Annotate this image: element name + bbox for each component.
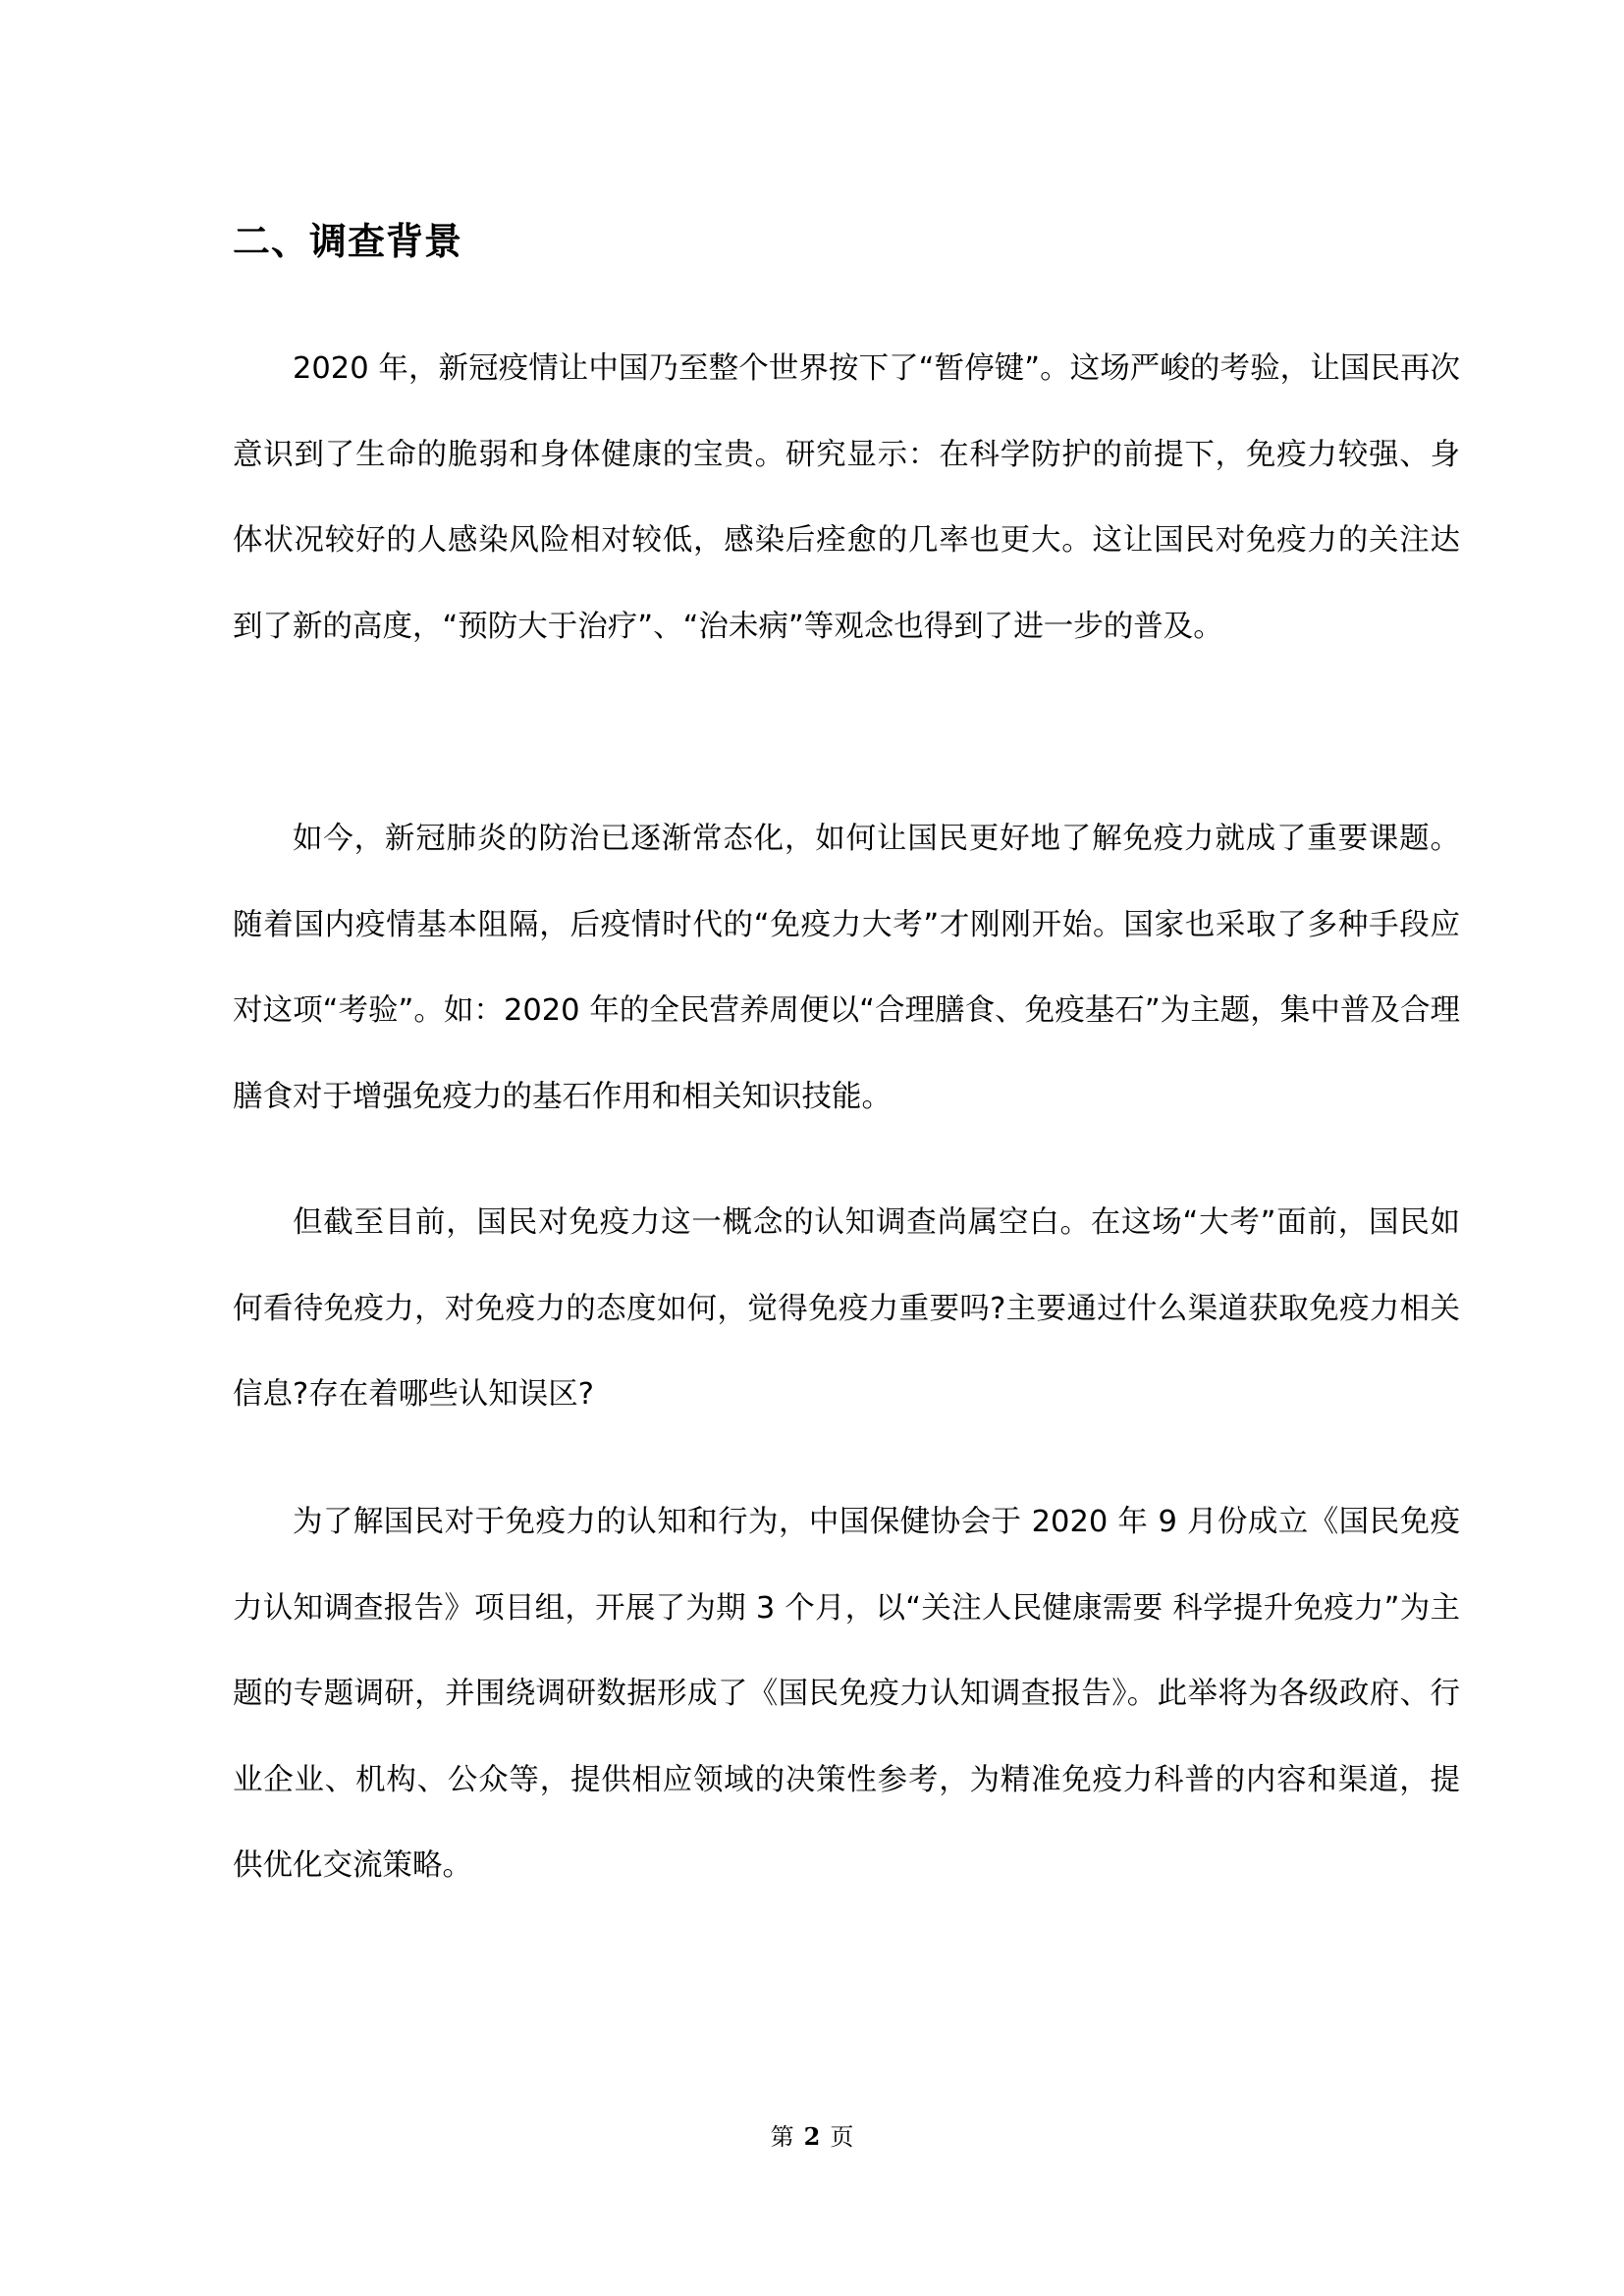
body-paragraph-2: 如今，新冠肺炎的防治已逐渐常态化，如何让国民更好地了解免疫力就成了重要课题。随着国内疫情基本阻隔，后疫情时代的“免疫力大考”才刚刚开始。国家也采取了多种手段应对这项“考验”。如：2020 年的全民营养周便以“合理膳食、免疫基石”为主题，集中普及合理膳食对于增强免疫力的基石作用和相关知识技能。: [233, 822, 1460, 1114]
footer-suffix: 页: [830, 2123, 854, 2151]
body-paragraph-3: 但截至目前，国民对免疫力这一概念的认知调查尚属空白。在这场“大考”面前，国民如何看待免疫力，对免疫力的态度如何，觉得免疫力重要吗?主要通过什么渠道获取免疫力相关信息?存在着哪些认知误区?: [233, 1205, 1460, 1412]
page-footer: [0, 2122, 1624, 2152]
page-number: 2: [803, 2122, 821, 2151]
footer-prefix: 第: [770, 2123, 794, 2151]
body-paragraph-4: 为了解国民对于免疫力的认知和行为，中国保健协会于 2020 年 9 月份成立《国民免疫力认知调查报告》项目组，开展了为期 3 个月，以“关注人民健康需要 科学提升免疫力”为主题的专题调研，并围绕调研数据形成了《国民免疫力认知调查报告》。此举将为各级政府、行业企业、机构、公众等，提供相应领域的决策性参考，为精准免疫力科普的内容和渠道，提供优化交流策略。: [233, 1505, 1460, 1883]
section-heading: 二、调查背景: [233, 220, 463, 263]
body-paragraph-1: 2020 年，新冠疫情让中国乃至整个世界按下了“暂停键”。这场严峻的考验，让国民再次意识到了生命的脆弱和身体健康的宝贵。研究显示：在科学防护的前提下，免疫力较强、身体状况较好的人感染风险相对较低，感染后痊愈的几率也更大。这让国民对免疫力的关注达到了新的高度，“预防大于治疗”、“治未病”等观念也得到了进一步的普及。: [233, 351, 1460, 644]
